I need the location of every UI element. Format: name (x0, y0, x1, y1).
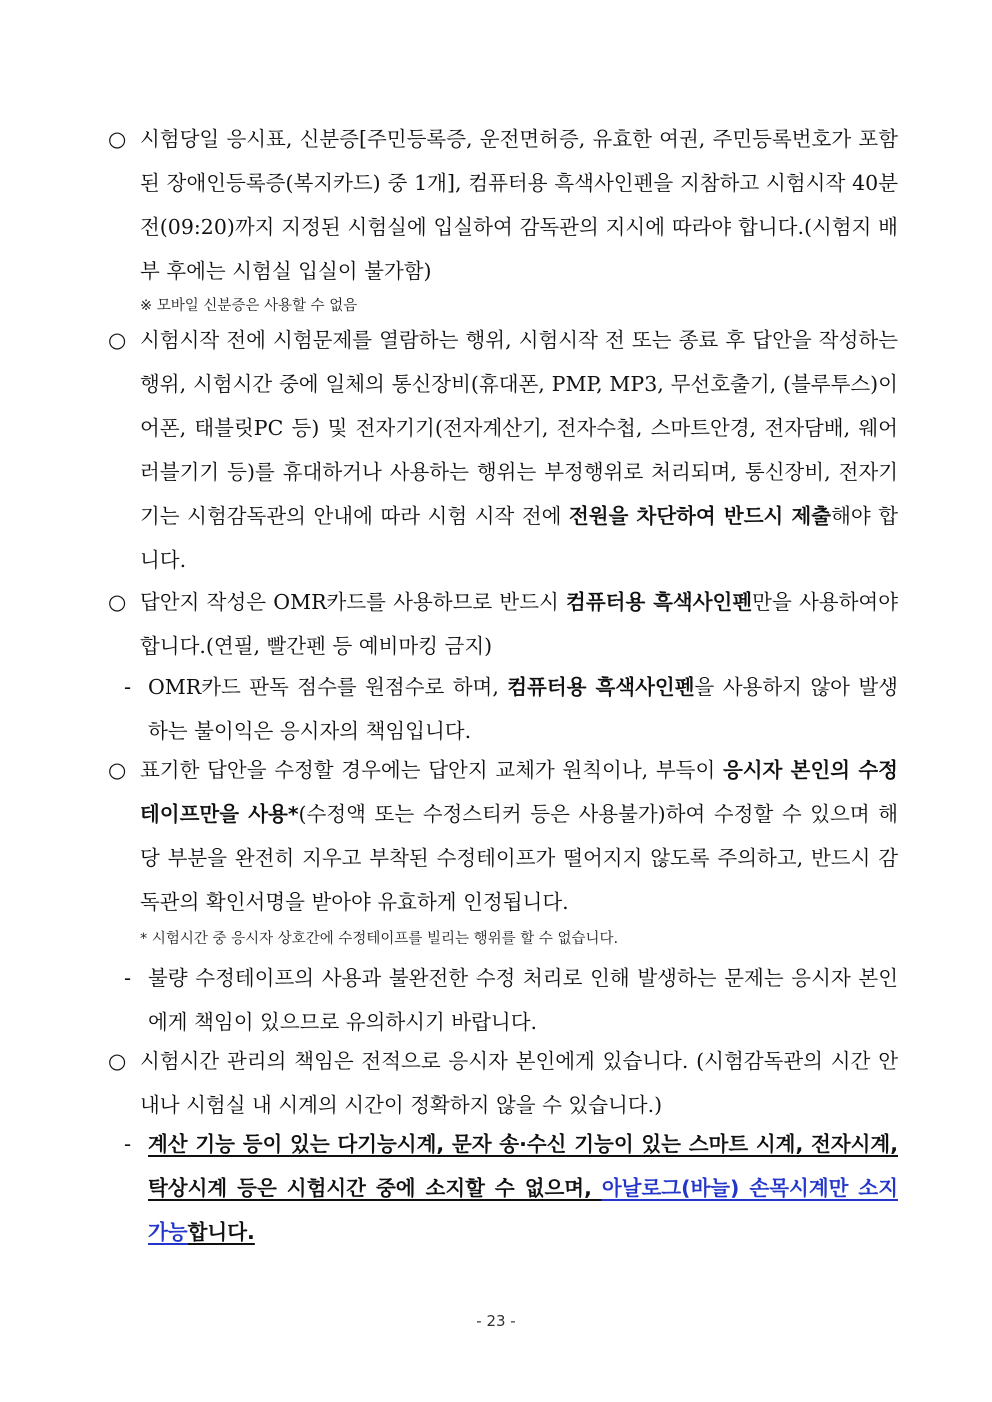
notice-text: 시험당일 응시표, 신분증[주민등록증, 운전면허증, 유효한 여권, 주민등록번호가 포함된 장애인등록증(복지카드) 중 1개], 컴퓨터용 흑색사인펜을 지참하고 시험시작 40분전(09:20)까지 지정된 시험실에 입실하여 감독관의 지시에 따라야 합니다.(시험지 배부 후에는 시험실 입실이 불가함) (140, 127, 898, 283)
sub-notice-text: 불량 수정테이프의 사용과 불완전한 수정 처리로 인해 발생하는 문제는 응시자 본인에게 책임이 있으므로 유의하시기 바랍니다. (148, 966, 898, 1034)
emphasis-text: 응시자 본인의 수정테이프만을 사용* (140, 758, 898, 826)
notice-text: 시험시작 전에 시험문제를 열람하는 행위, 시험시작 전 또는 종료 후 답안을 작성하는 행위, 시험시간 중에 일체의 통신장비(휴대폰, PMP, MP3, 무선호출기, (블루투스)이어폰, 태블릿PC 등) 및 전자기기(전자계산기, 전자수첩, 스마트안경, 전자담배, 웨어러블기기 등)를 휴대하거나 사용하는 행위는 부정행위로 처리되며, 통신장비, 전자기기는 시험감독관의 안내에 따라 시험 시작 전에 전원을 차단하여 반드시 제출해야 합니다. (140, 328, 899, 572)
page-number: - 23 - (476, 1312, 516, 1330)
footnote: * 시험시간 중 응시자 상호간에 수정테이프를 빌리는 행위를 할 수 없습니다. (140, 931, 619, 947)
bullet-circle: ○ (108, 590, 127, 614)
bullet-circle: ○ (108, 758, 127, 782)
emphasis-text: 합니다. (187, 1220, 255, 1244)
notice-text: 표기한 답안을 수정할 경우에는 답안지 교체가 원칙이나, 부득이 응시자 본인의 수정테이프만을 사용*(수정액 또는 수정스티커 등은 사용불가)하여 수정할 수 있으며 해당 부분을 완전히 지우고 부착된 수정테이프가 떨어지지 않도록 주의하고, 반드시 감독관의 확인서명을 받아야 유효하게 인정됩니다. (140, 758, 898, 914)
notice-item-correction (108, 748, 898, 952)
notice-item-prohibited-acts (108, 318, 898, 582)
emphasis-text: 전원을 차단하여 반드시 제출 (568, 504, 832, 528)
emphasis-text: 컴퓨터용 흑색사인펜 (507, 675, 695, 699)
sub-notice-text (148, 1122, 898, 1254)
notice-item-answer-sheet (108, 580, 898, 668)
emphasis-text: 컴퓨터용 흑색사인펜 (566, 590, 753, 614)
sub-item-bad-tape (124, 956, 898, 1044)
bullet-dash: - (124, 1132, 132, 1156)
notice-text: 답안지 작성은 OMR카드를 사용하므로 반드시 컴퓨터용 흑색사인펜만을 사용하여야 합니다.(연필, 빨간펜 등 예비마킹 금지) (140, 590, 898, 658)
notice-item-time-management (108, 1039, 898, 1127)
bullet-dash: - (124, 966, 132, 990)
highlight-text: 아날로그(바늘) 손목시계만 소지 가능 (148, 1176, 898, 1244)
bullet-circle: ○ (108, 127, 127, 151)
sub-item-watch-rules (124, 1122, 898, 1254)
notice-item-id-documents (108, 117, 898, 319)
sub-item-omr-scoring (124, 665, 898, 753)
bullet-circle: ○ (108, 1049, 127, 1073)
sub-notice-text: OMR카드 판독 점수를 원점수로 하며, 컴퓨터용 흑색사인펜을 사용하지 않아 발생하는 불이익은 응시자의 책임입니다. (148, 675, 898, 743)
bullet-circle: ○ (108, 328, 127, 352)
emphasis-text: 계산 기능 등이 있는 다기능시계, 문자 송·수신 기능이 있는 스마트 시계, 전자시계, 탁상시계 등은 시험시간 중에 소지할 수 없으며, (148, 1132, 898, 1200)
notice-text: 시험시간 관리의 책임은 전적으로 응시자 본인에게 있습니다. (시험감독관의 시간 안내나 시험실 내 시계의 시간이 정확하지 않을 수 있습니다.) (140, 1049, 898, 1117)
bullet-dash: - (124, 675, 132, 699)
footnote: ※ 모바일 신분증은 사용할 수 없음 (140, 298, 358, 314)
